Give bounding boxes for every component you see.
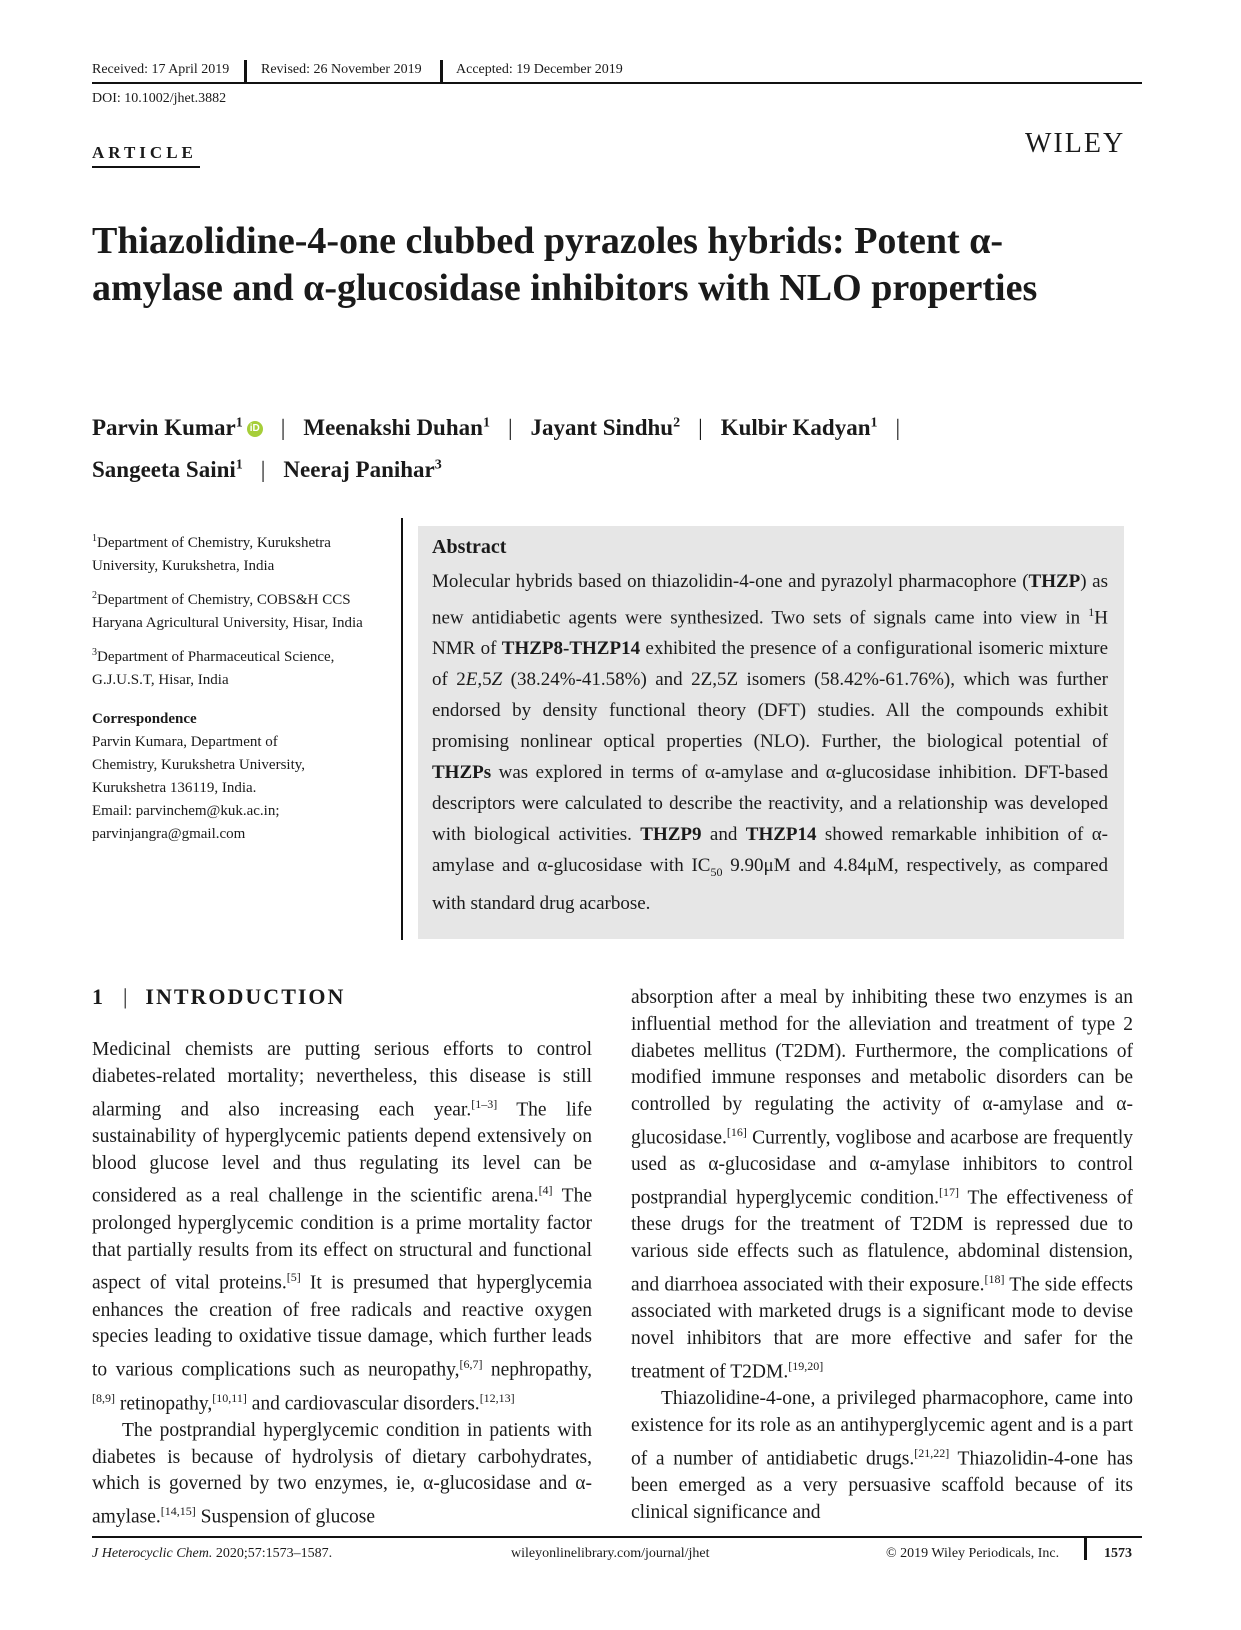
divider [244,60,247,84]
citation-ref[interactable]: [6,7] [459,1357,483,1372]
body-column-right [631,985,1133,1527]
citation-ref[interactable]: [1–3] [471,1096,498,1111]
publication-dates [92,60,1142,84]
divider [92,166,200,168]
accepted-date: Accepted: 19 December 2019 [456,62,623,77]
author-name[interactable]: Neeraj Panihar$^3$ [283,457,442,483]
author-name[interactable]: Kulbir Kadyan$^1$ [720,414,878,440]
author-name[interactable]: Jayant Sindhu$^2$ [530,414,681,440]
divider [92,1536,1142,1538]
paper-title: Thiazolidine-4-one clubbed pyrazoles hybrids: Potent α-amylase and α-glucosidase inhibitors with NLO properties [92,220,1038,309]
abstract-box [418,526,1124,939]
citation-ref[interactable]: [19,20] [788,1358,824,1373]
received-date: Received: 17 April 2019 [92,62,230,77]
affiliation: $^2$Department of Chemistry, COBS&H CCS Haryana Agricultural University, Hisar, India [92,590,363,631]
citation-ref[interactable]: [18] [984,1271,1005,1286]
body-column-left [92,1037,592,1532]
abstract-title: Abstract [432,536,507,558]
copyright: © 2019 Wiley Periodicals, Inc. [886,1546,1060,1561]
section-heading: 1 | INTRODUCTION [92,984,346,1009]
orcid-icon[interactable]: iD [247,421,263,437]
revised-date: Revised: 26 November 2019 [261,62,422,77]
divider [1084,1538,1087,1560]
email[interactable]: parvinjangra@gmail.com [92,826,246,842]
citation-ref[interactable]: [5] [286,1270,301,1285]
author-list: Parvin Kumar$^1$ iD | Meenakshi Duhan$^1$ | Jayant Sindhu$^2$ | Kulbir Kadyan$^1$ | Sangeeta Saini$^1$ | Neeraj Panihar$^3$ [92,414,901,483]
author-name[interactable]: Meenakshi Duhan$^1$ [303,414,490,440]
article-type-label: ARTICLE [92,143,197,162]
journal-url[interactable]: wileyonlinelibrary.com/journal/jhet [511,1546,710,1561]
citation-ref[interactable]: [10,11] [212,1390,247,1405]
citation-ref[interactable]: [16] [726,1124,747,1139]
citation-ref[interactable]: [17] [939,1185,960,1200]
affiliations [92,527,392,846]
abstract-text: Molecular hybrids based on thiazolidin-4-one and pyrazolyl pharmacophore (THZP) as new antidiabetic agents were synthesized. Two sets of signals came into view in $^1$H NMR of THZP8-THZP14 exhibited the presence of a configurational isomeric mixture of 2E,5Z (38.24%-41.58%) and 2Z,5Z isomers (58.42%-61.76%), which was further endorsed by density functional theory (DFT) studies. All the compounds exhibit promising nonlinear optical properties (NLO). Further, the biological potential of THZPs was explored in terms of α-amylase and α-glucosidase inhibition. DFT-based descriptors were calculated to describe the reactivity, and a relationship was developed with biological activities. THZP9 and THZP14 showed remarkable inhibition of α-amylase and α-glucosidase with $IC_{50}$ 9.90μM and 4.84μM, respectively, as compared with standard drug acarbose. [432,571,1108,915]
citation-ref[interactable]: [8,9] [92,1390,115,1405]
paragraph: Medicinal chemists are putting serious efforts to control diabetes-related mortality; nevertheless, this disease is still alarming and also increasing each year.[1–3] The life sustainability of hyperglycemic patients depend extensively on blood glucose level and thus regulating its level can be considered as a real challenge in the scientific arena.[4] The prolonged hyperglycemic condition is a prime mortality factor that partially results from its effect on structural and functional aspect of vital proteins.[5] It is presumed that hyperglycemia enhances the creation of free radicals and reactive oxygen species leading to oxidative tissue damage, which further leads to various complications such as neuropathy,[6,7] nephropathy,[8,9] retinopathy,[10,11] and cardiovascular disorders.[12,13] [92,1039,593,1415]
divider [440,60,443,84]
citation-ref[interactable]: [14,15] [160,1504,196,1519]
author-name[interactable]: Parvin Kumar$^1$ [92,414,243,440]
paragraph: Thiazolidine-4-one, a privileged pharmacophore, came into existence for its role as an antihyperglycemic agent and is a part of a number of antidiabetic drugs.[21,22] Thiazolidin-4-one has been emerged as a very persuasive scaffold because of its clinical significance and [631,1388,1133,1523]
page-number: 1573 [1104,1546,1132,1561]
author-name[interactable]: Sangeeta Saini$^1$ [92,457,243,483]
affiliation: $^1$Department of Chemistry, Kurukshetra University, Kurukshetra, India [92,533,331,574]
correspondence-title: Correspondence [92,711,197,727]
journal-citation: J Heterocyclic Chem. 2020;57:1573–1587. [92,1546,333,1561]
doi[interactable]: DOI: 10.1002/jhet.3882 [92,91,227,106]
affiliation: $^3$Department of Pharmaceutical Science, G.J.U.S.T, Hisar, India [92,647,335,688]
publisher-logo: WILEY [1025,128,1126,159]
divider [401,518,403,940]
citation-ref[interactable]: [21,22] [914,1445,950,1460]
citation-ref[interactable]: [12,13] [479,1390,515,1405]
paragraph: The postprandial hyperglycemic condition in patients with diabetes is because of hydrolysis of dietary carbohydrates, which is governed by two enzymes, ie, α-glucosidase and α-amylase.[14,15] Suspension of glucose [92,1419,592,1528]
correspondence-details: Parvin Kumara, Department of Chemistry, Kurukshetra University, Kurukshetra 136119, India. Email: parvinchem@kuk.ac.in; parvinjangra@gmail.com [92,731,392,846]
citation-ref[interactable]: [4] [538,1183,553,1198]
email[interactable]: Email: parvinchem@kuk.ac.in; [92,803,280,819]
paragraph: absorption after a meal by inhibiting these two enzymes is an influential method for the alleviation and treatment of type 2 diabetes mellitus (T2DM). Furthermore, the complications of modified immune responses and metabolic disorders can be controlled by regulating the activity of α-amylase and α-glucosidase.[16] Currently, voglibose and acarbose are frequently used as α-glucosidase and α-amylase inhibitors to control postprandial hyperglycemic condition.[17] The effectiveness of these drugs for the treatment of T2DM is repressed due to various side effects such as flatulence, abdominal distension, and diarrhoea associated with their exposure.[18] The side effects associated with marketed drugs is a significant mode to devise novel inhibitors that are more effective and safer for the treatment of T2DM.[19,20] [631,987,1134,1383]
